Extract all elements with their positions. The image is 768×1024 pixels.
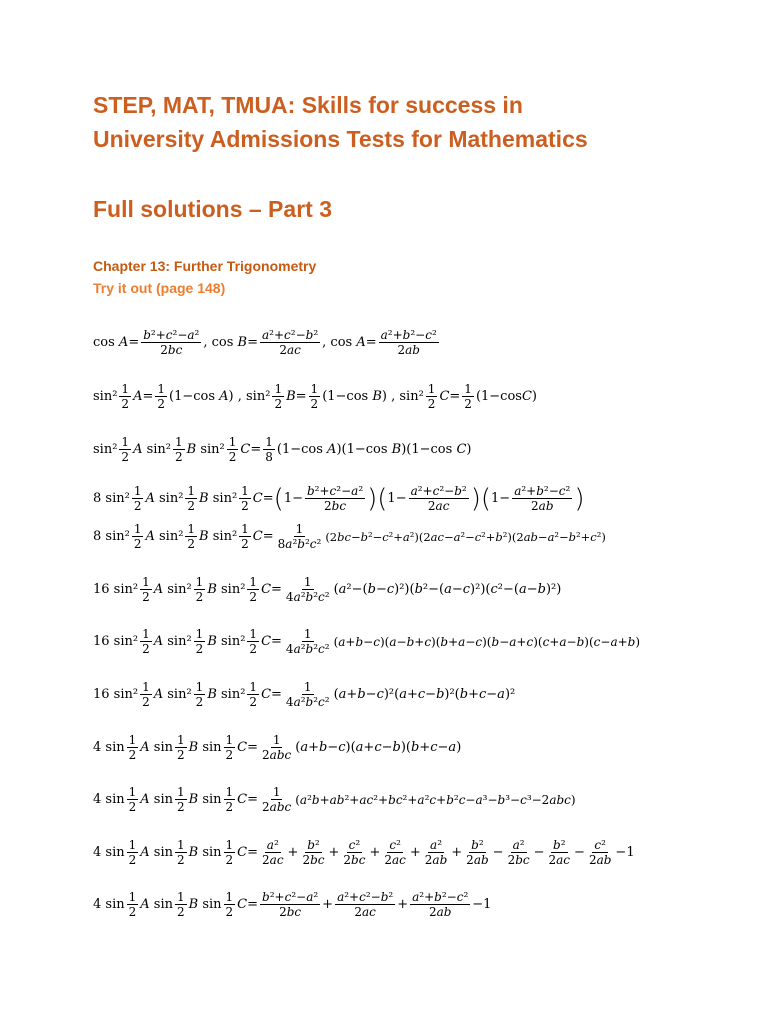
- equation-1: cos A= $\frac{\text{b²+c²−a²}}{2bc}$ , cos B= $\frac{\text{a²+c²−b²}}{2ac}$ , cos A= $\frac{\text{a²+b²−c²}}{2ab}$: [93, 328, 437, 357]
- page-title-line-2: University Admissions Tests for Mathematics: [93, 126, 588, 152]
- chapter-heading: Chapter 13: Further Trigonometry: [93, 258, 317, 274]
- equation-8: 16 sin² $\frac{1}{2}$ A sin² $\frac{1}{2}$ B sin² $\frac{1}{2}$ C= $\frac{1}{\text{4a²b²c²}}$ (a+b−c)²(a+c−b)²(b+c−a)²: [93, 680, 516, 709]
- try-it-heading: Try it out (page 148): [93, 280, 226, 296]
- equation-9: 4 sin $\frac{1}{2}$ A sin $\frac{1}{2}$ B sin $\frac{1}{2}$ C= $\frac{1}{\text{2abc}}$ (a+b−c)(a+c−b)(b+c−a): [93, 733, 462, 762]
- page-title-line-1: STEP, MAT, TMUA: Skills for success in: [93, 92, 523, 118]
- equation-5: 8 sin² $\frac{1}{2}$ A sin² $\frac{1}{2}$ B sin² $\frac{1}{2}$ C= $\frac{1}{\text{8a²b²c²}}$ (2bc−b²−c²+a²)(2ac−a²−c²+b²)(2ab−a²−b²+c²): [93, 522, 606, 551]
- equation-2: sin² $\frac{1}{2}$ A= $\frac{1}{2}$ (1−cos A) , sin² $\frac{1}{2}$ B= $\frac{1}{2}$ (1−cos B) , sin² $\frac{1}{2}$ C= $\frac{1}{2}$ (1−cosC): [93, 382, 537, 411]
- equation-10: 4 sin $\frac{1}{2}$ A sin $\frac{1}{2}$ B sin $\frac{1}{2}$ C= $\frac{1}{\text{2abc}}$ (a²b+ab²+ac²+bc²+a²c+b²c−a³−b³−c³−2abc): [93, 785, 576, 814]
- page-subtitle: Full solutions – Part 3: [93, 196, 332, 222]
- equation-7: 16 sin² $\frac{1}{2}$ A sin² $\frac{1}{2}$ B sin² $\frac{1}{2}$ C= $\frac{1}{\text{4a²b²c²}}$ (a+b−c)(a−b+c)(b+a−c)(b−a+c)(c+a−b)(c−a+b): [93, 627, 641, 656]
- equation-4: 8 sin² $\frac{1}{2}$ A sin² $\frac{1}{2}$ B sin² $\frac{1}{2}$ C= ( 1− $\frac{\text{b²+c²−a²}}{2bc}$ )( 1− $\frac{\text{a²+c²−b²}}{2ac}$ )( 1− $\frac{\text{a²+b²−c²}}{2ab}$ ): [93, 483, 585, 514]
- equation-3: sin² $\frac{1}{2}$ A sin² $\frac{1}{2}$ B sin² $\frac{1}{2}$ C= $\frac{1}{8}$ (1−cos A)(1−cos B)(1−cos C): [93, 435, 472, 464]
- equation-6: 16 sin² $\frac{1}{2}$ A sin² $\frac{1}{2}$ B sin² $\frac{1}{2}$ C= $\frac{1}{\text{4a²b²c²}}$ (a²−(b−c)²)(b²−(a−c)²)(c²−(a−b)²): [93, 575, 562, 604]
- equation-11: 4 sin $\frac{1}{2}$ A sin $\frac{1}{2}$ B sin $\frac{1}{2}$ C= $\frac{\text{a²}}{2ac}$ + $\frac{\text{b²}}{2bc}$ + $\frac{\text{c²}}{2bc}$ + $\frac{\text{c²}}{2ac}$ + $\frac{\text{a²}}{2ab}$ + $\frac{\text{b²}}{2ab}$ − $\frac{\text{a²}}{2bc}$ − $\frac{\text{b²}}{2ac}$ − $\frac{\text{c²}}{2ab}$ −1: [93, 838, 635, 867]
- equation-12: 4 sin $\frac{1}{2}$ A sin $\frac{1}{2}$ B sin $\frac{1}{2}$ C= $\frac{\text{b²+c²−a²}}{2bc}$ + $\frac{\text{a²+c²−b²}}{2ac}$ + $\frac{\text{a²+b²−c²}}{2ab}$ −1: [93, 890, 492, 919]
